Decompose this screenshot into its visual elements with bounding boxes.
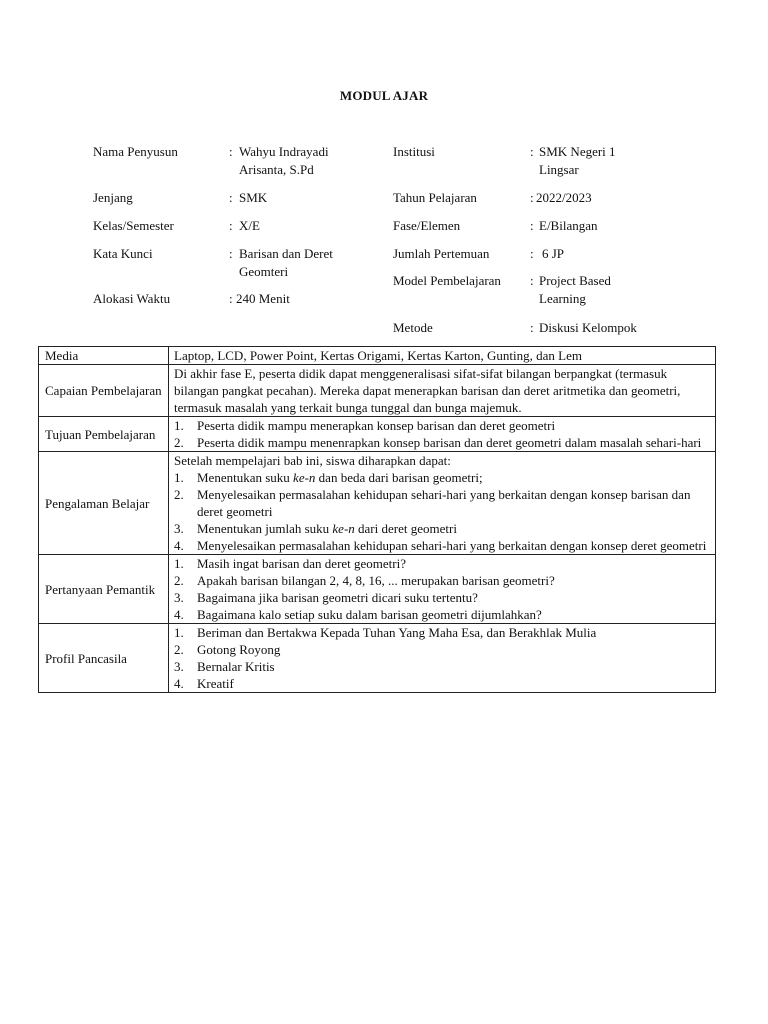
list-item: 1. Beriman dan Bertakwa Kepada Tuhan Yang Maha Esa, dan Berakhlak Mulia [174, 625, 597, 640]
colon: : [530, 320, 534, 335]
label-kelas-semester: Kelas/Semester [93, 218, 174, 233]
profil-content [169, 624, 716, 693]
list-item: 1. Peserta didik mampu menerapkan konsep barisan dan deret geometri [174, 418, 556, 433]
row-profil [39, 624, 716, 693]
capaian-label: Capaian Pembelajaran [39, 365, 169, 417]
tujuan-label: Tujuan Pembelajaran [39, 417, 169, 452]
row-media [39, 347, 716, 365]
row-capaian [39, 365, 716, 417]
capaian-content: Di akhir fase E, peserta didik dapat menggeneralisasi sifat-sifat bilangan berpangkat (termasuk bilangan pangkat pecahan). Mereka dapat menerapkan barisan dan deret aritmetika dan geometri, termasuk masalah yang terkait bunga tunggal dan bunga majemuk. [169, 365, 716, 417]
colon: : [229, 218, 233, 233]
list-item: 2. Peserta didik mampu menenrapkan konsep barisan dan deret geometri dalam masalah sehari-hari [174, 435, 702, 450]
value-jenjang: SMK [239, 190, 268, 205]
media-label: Media [39, 347, 169, 365]
media-content: Laptop, LCD, Power Point, Kertas Origami, Kertas Karton, Gunting, dan Lem [169, 347, 716, 365]
colon: : [530, 273, 534, 288]
list-item: 3. Bernalar Kritis [174, 659, 275, 674]
module-table [38, 346, 716, 693]
label-jenjang: Jenjang [93, 190, 133, 205]
list-item: 2. Menyelesaikan permasalahan kehidupan sehari-hari yang berkaitan dengan konsep barisan dan deret geometri [174, 487, 691, 519]
colon: : [530, 190, 534, 205]
value-tahun-pelajaran: 2022/2023 [536, 190, 592, 205]
list-item: 1. Masih ingat barisan dan deret geometri? [174, 556, 407, 571]
value-institusi: SMK Negeri 1 Lingsar [539, 144, 616, 177]
value-model-pembelajaran: Project Based Learning [539, 273, 611, 306]
colon: : [229, 246, 233, 261]
info-right [393, 143, 693, 343]
value-kata-kunci: Barisan dan Deret Geomteri [239, 246, 333, 279]
list-item: 4. Menyelesaikan permasalahan kehidupan sehari-hari yang berkaitan dengan konsep deret geometri [174, 538, 707, 553]
list-item: 1. Menentukan suku ke-n dan beda dari barisan geometri; [174, 470, 483, 485]
list-item: 4. Kreatif [174, 676, 234, 691]
value-nama-penyusun: Wahyu Indrayadi Arisanta, S.Pd [239, 144, 329, 177]
info-left [93, 143, 383, 323]
pertanyaan-label: Pertanyaan Pemantik [39, 555, 169, 624]
label-metode: Metode [393, 320, 433, 335]
label-model-pembelajaran: Model Pembelajaran [393, 273, 501, 288]
label-institusi: Institusi [393, 144, 435, 159]
label-jumlah-pertemuan: Jumlah Pertemuan [393, 246, 490, 261]
list-item: 2. Gotong Royong [174, 642, 281, 657]
label-nama-penyusun: Nama Penyusun [93, 144, 178, 159]
value-kelas-semester: X/E [239, 218, 260, 233]
row-pertanyaan [39, 555, 716, 624]
colon: : [530, 144, 534, 159]
colon: : [229, 291, 233, 306]
pertanyaan-content [169, 555, 716, 624]
colon: : [229, 144, 233, 159]
list-item: 3. Bagaimana jika barisan geometri dicari suku tertentu? [174, 590, 478, 605]
row-tujuan [39, 417, 716, 452]
colon: : [229, 190, 233, 205]
list-item: 3. Menentukan jumlah suku ke-n dari deret geometri [174, 521, 457, 536]
label-alokasi-waktu: Alokasi Waktu [93, 291, 171, 306]
pengalaman-intro: Setelah mempelajari bab ini, siswa diharapkan dapat: [174, 453, 451, 468]
value-fase-elemen: E/Bilangan [539, 218, 598, 233]
label-kata-kunci: Kata Kunci [93, 246, 153, 261]
row-pengalaman [39, 452, 716, 555]
label-tahun-pelajaran: Tahun Pelajaran [393, 190, 477, 205]
pengalaman-label: Pengalaman Belajar [39, 452, 169, 555]
value-jumlah-pertemuan: 6 JP [542, 246, 565, 261]
colon: : [530, 246, 534, 261]
document-title: MODUL AJAR [339, 88, 429, 103]
label-fase-elemen: Fase/Elemen [393, 218, 461, 233]
pengalaman-content [169, 452, 716, 555]
value-alokasi-waktu: 240 Menit [236, 291, 290, 306]
value-metode: Diskusi Kelompok [539, 320, 637, 335]
list-item: 4. Bagaimana kalo setiap suku dalam barisan geometri dijumlahkan? [174, 607, 542, 622]
colon: : [530, 218, 534, 233]
tujuan-content [169, 417, 716, 452]
list-item: 2. Apakah barisan bilangan 2, 4, 8, 16, ... merupakan barisan geometri? [174, 573, 555, 588]
profil-label: Profil Pancasila [39, 624, 169, 693]
